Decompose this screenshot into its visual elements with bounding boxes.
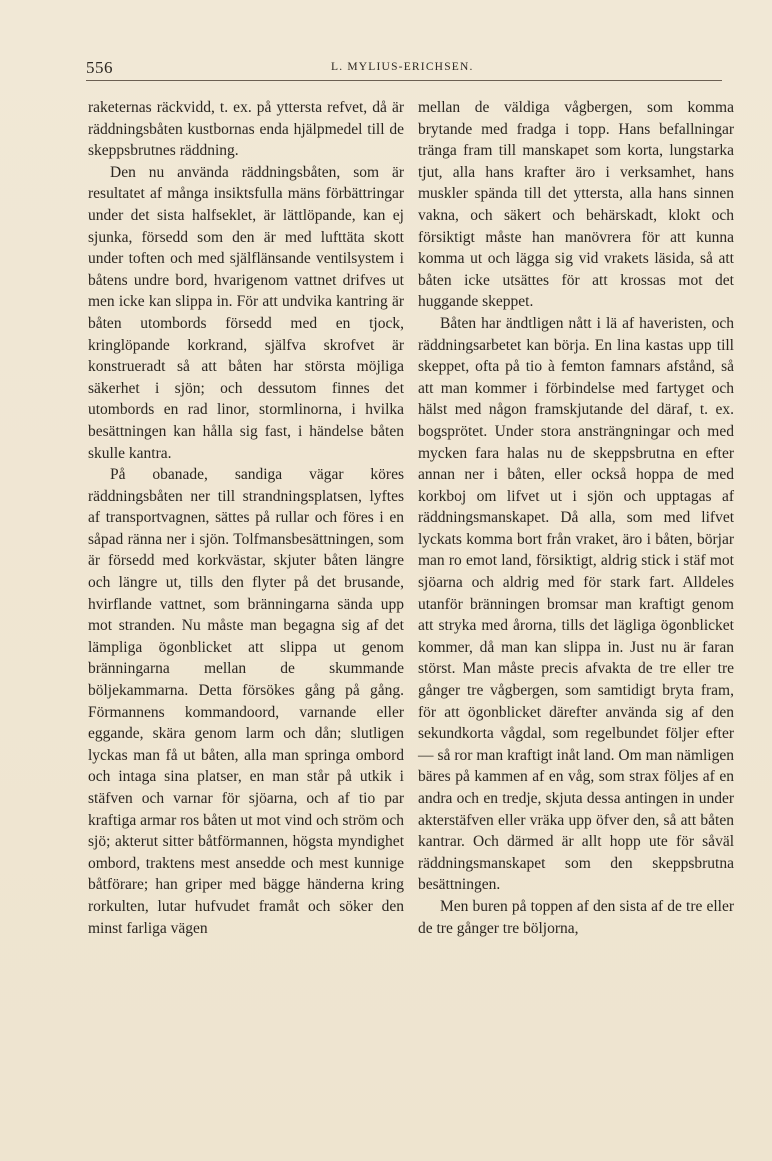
right-column [418, 97, 734, 939]
left-column [88, 97, 404, 939]
paragraph: Den nu använda räddningsbåten, som är resultatet af många insiktsfulla mäns förbättringar under det sista halfseklet, är lättlöpande, kan ej sjunka, försedd som den är med lufttäta skott under toften och med själflänsande ventilsystem i båtens undre bord, hvarigenom vattnet drifves ut men icke kan slippa in. För att undvika kantring är båten utombords försedd med en tjock, kringlöpande korkrand, själfva skrofvet är konstrueradt så att båten har största möjliga säkerhet i sjön; och dessutom finnes det utombords en rad linor, stormlinorna, i hvilka besättningen kan hålla sig fast, i händelse båten skulle kantra. [88, 163, 404, 462]
page-number: 556 [86, 58, 113, 77]
running-head: L. MYLIUS-ERICHSEN. [331, 61, 474, 73]
header-rule [86, 80, 722, 81]
paragraph: raketernas räckvidd, t. ex. på yttersta refvet, då är räddningsbåten kustbornas enda hjälpmedel till de skeppsbrutnes räddning. [88, 99, 404, 160]
paragraph: mellan de väldiga vågbergen, som komma brytande med fradga i topp. Hans befallningar tränga fram till manskapet som korta, lungstarka tjut, alla hans krafter äro i verksamhet, hans muskler spända till det yttersta, alla hans sinnen vakna, och säkert och behärskadt, klokt och försiktigt måste han manövrera för att kunna komma ut och lägga sig vid vrakets läsida, så att båten icke utsättes för att krossas mot det huggande skeppet. [418, 99, 734, 311]
paragraph: Men buren på toppen af den sista af de tre eller de tre gånger tre böljorna, [418, 897, 734, 937]
paragraph: På obanade, sandiga vägar köres räddningsbåten ner till strandningsplatsen, lyftes af transportvagnen, sättes på rullar och föres i en såpad ränna ner i sjön. Tolfmansbesättningen, som är försedd med korkvästar, skjuter båten längre och längre ut, tills den flyter på det brusande, hvirflande vattnet, som bränningarna sända upp mot stranden. Nu måste man begagna sig af det lämpliga ögonblicket att slippa ut genom bränningarna mellan de skummande böljekammarna. Detta försökes gång på gång. Förmannens kommandoord, varnande eller eggande, skära genom larm och dån; slutligen lyckas man få ut båten, alla man springa ombord och intaga sina platser, en man står på utkik i stäfven och varnar för sjöarna, och af tio par kraftiga armar ros båten ut mot vind och ström och sjö; akterut sitter båtförmannen, högsta myndighet ombord, traktens mest ansedde och mest kunnige båtförare; han griper med bägge händerna kring rorkulten, lutar hufvudet framåt och söker den minst farliga vägen [88, 466, 404, 937]
page-header [86, 56, 722, 82]
paragraph: Båten har ändtligen nått i lä af haveristen, och räddningsarbetet kan börja. En lina kastas upp till skeppet, ofta på tio à femton famnars afstånd, så att man kommer i förbindelse med fartyget och hälst med någon framskjutande del däraf, t. ex. bogsprötet. Under stora ansträngningar och med mycken fara halas nu de skeppsbrutna en efter annan ner i båten, eller också hoppa de med korkboj om lifvet ut i sjön och upptagas af räddningsmanskapet. Då alla, som med lifvet lyckats komma bort från vraket, äro i båten, börjar man ro emot land, försiktigt, aldrig stick i stäf mot sjöarna och aldrig med för stark fart. Alldeles utanför bränningen bromsar man kraftigt genom att stryka med årorna, tills det lägliga ögonblicket kommer, då man kan slippa in. Just nu är faran störst. Man måste precis afvakta de tre eller tre gånger tre vågbergen, som samtidigt bryta fram, för att ögonblicket därefter använda sig af den sekundkorta vågdal, som regelbundet följer efter — så ror man kraftigt inåt land. Om man nämligen bäres på kammen af en våg, som strax följes af en andra och en tredje, skjuta dessa antingen in under akterstäfven eller vräka upp öfver den, så att båten kantrar. Och därmed är allt hopp ute för såväl räddningsmanskapet som den skeppsbrutna besättningen. [418, 314, 734, 894]
